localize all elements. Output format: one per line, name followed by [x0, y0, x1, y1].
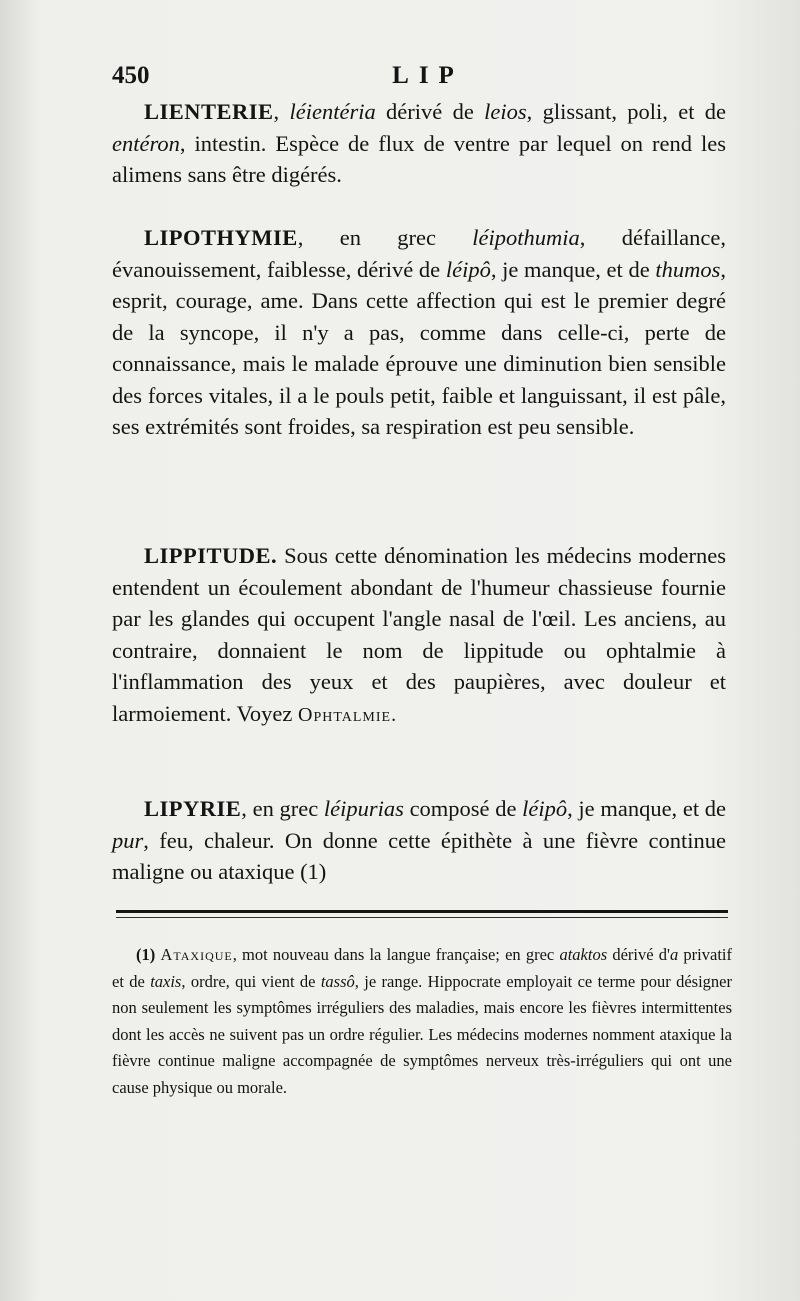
text-run: privatif et de: [112, 945, 732, 991]
italic-term: léipurias: [323, 796, 404, 821]
footnote-rule: [116, 910, 728, 913]
headword: LIPOTHYMIE: [144, 225, 298, 250]
footnote-mark: (1): [136, 945, 156, 964]
footnote-rule-thin: [116, 917, 728, 918]
entry-lippitude: [112, 540, 726, 731]
text-run: , défaillance, évanouissement, faiblesse, dérivé de: [112, 225, 726, 282]
entry-text: [112, 222, 726, 443]
footnote-body: [112, 945, 732, 1097]
footnote-headword: Ataxique: [160, 945, 233, 964]
headword: LIENTERIE: [144, 99, 274, 124]
italic-term: léipothumia: [472, 225, 580, 250]
italic-term: léipô: [522, 796, 568, 821]
text-run: , je manque, et de: [567, 796, 726, 821]
italic-term: thumos: [655, 256, 721, 282]
text-run: , esprit, courage, ame. Dans cette affection qui est le premier degré de la syncope, il n'y a pas, comme dans celle-ci, perte de connaissance, mais le malade éprouve une diminution bien sensible des forces vitales, il a le pouls petit, faible et languissant, il est pâle, ses extrémités sont froides, sa respiration est peu sensible.: [112, 256, 727, 439]
footnote-text: [112, 942, 732, 1101]
text-run: , en grec: [297, 225, 473, 250]
text-run: ,: [273, 99, 290, 124]
text-run: Sous cette dénomination les médecins modernes entendent un écoulement abondant de l'humeur chassieuse fournie par les glandes qui occupent l'angle nasal de l'œil. Les anciens, au contraire, donnaient le nom de lippitude ou ophtalmie à l'inflammation des yeux et des paupières, avec douleur et larmoiement. Voyez: [112, 543, 726, 726]
text-run: , intestin. Espèce de flux de ventre par lequel on rend les alimens sans être digérés.: [112, 130, 726, 187]
entry-lienterie: [112, 96, 726, 191]
italic-term: ataktos: [559, 945, 608, 964]
italic-term: a: [669, 945, 679, 964]
page-number: 450: [112, 62, 150, 89]
text-run: , en grec: [241, 796, 324, 821]
text-run: , ordre, qui vient de: [181, 971, 321, 991]
italic-term: léipô: [445, 256, 491, 282]
text-run: , je manque, et de: [490, 256, 656, 282]
text-run: , feu, chaleur. On donne cette épithète à une fièvre continue maligne ou ataxique (1): [112, 827, 726, 884]
entry-body: [112, 543, 726, 726]
entry-text: [112, 96, 726, 191]
text-run: , je range. Hippocrate employait ce terme pour désigner non seulement les symptômes irréguliers des maladies, mais encore les fièvres intermittentes dont les accès ne suivent pas un ordre régulier. Les médecins modernes nomment ataxique la fièvre continue maligne accompagnée de symptômes nerveux très-irréguliers qui ont une cause physique ou morale.: [112, 971, 732, 1097]
page-header: [112, 62, 724, 96]
text-run: , mot nouveau dans la langue française; en grec: [232, 945, 560, 964]
entry-lipothymie: [112, 222, 726, 443]
entry-body: [112, 225, 726, 439]
entry-text: [112, 540, 726, 731]
italic-term: léientéria: [289, 99, 376, 124]
entry-text: [112, 793, 726, 888]
italic-term: tassô: [320, 971, 355, 991]
italic-term: pur: [112, 827, 144, 853]
footnote: [112, 942, 732, 1101]
cross-reference: Ophtalmie.: [298, 703, 398, 726]
text-run: dérivé de: [375, 99, 485, 124]
italic-term: leios: [484, 99, 527, 124]
headword: LIPYRIE: [144, 796, 242, 821]
entry-lipyrie: [112, 793, 726, 888]
text-run: dérivé d': [607, 945, 670, 964]
headword: LIPPITUDE.: [144, 543, 278, 568]
italic-term: taxis: [150, 971, 182, 991]
italic-term: entéron: [112, 130, 180, 156]
text-run: , glissant, poli, et de: [526, 99, 727, 124]
running-head: LIP: [392, 62, 464, 89]
text-run: composé de: [403, 796, 523, 821]
